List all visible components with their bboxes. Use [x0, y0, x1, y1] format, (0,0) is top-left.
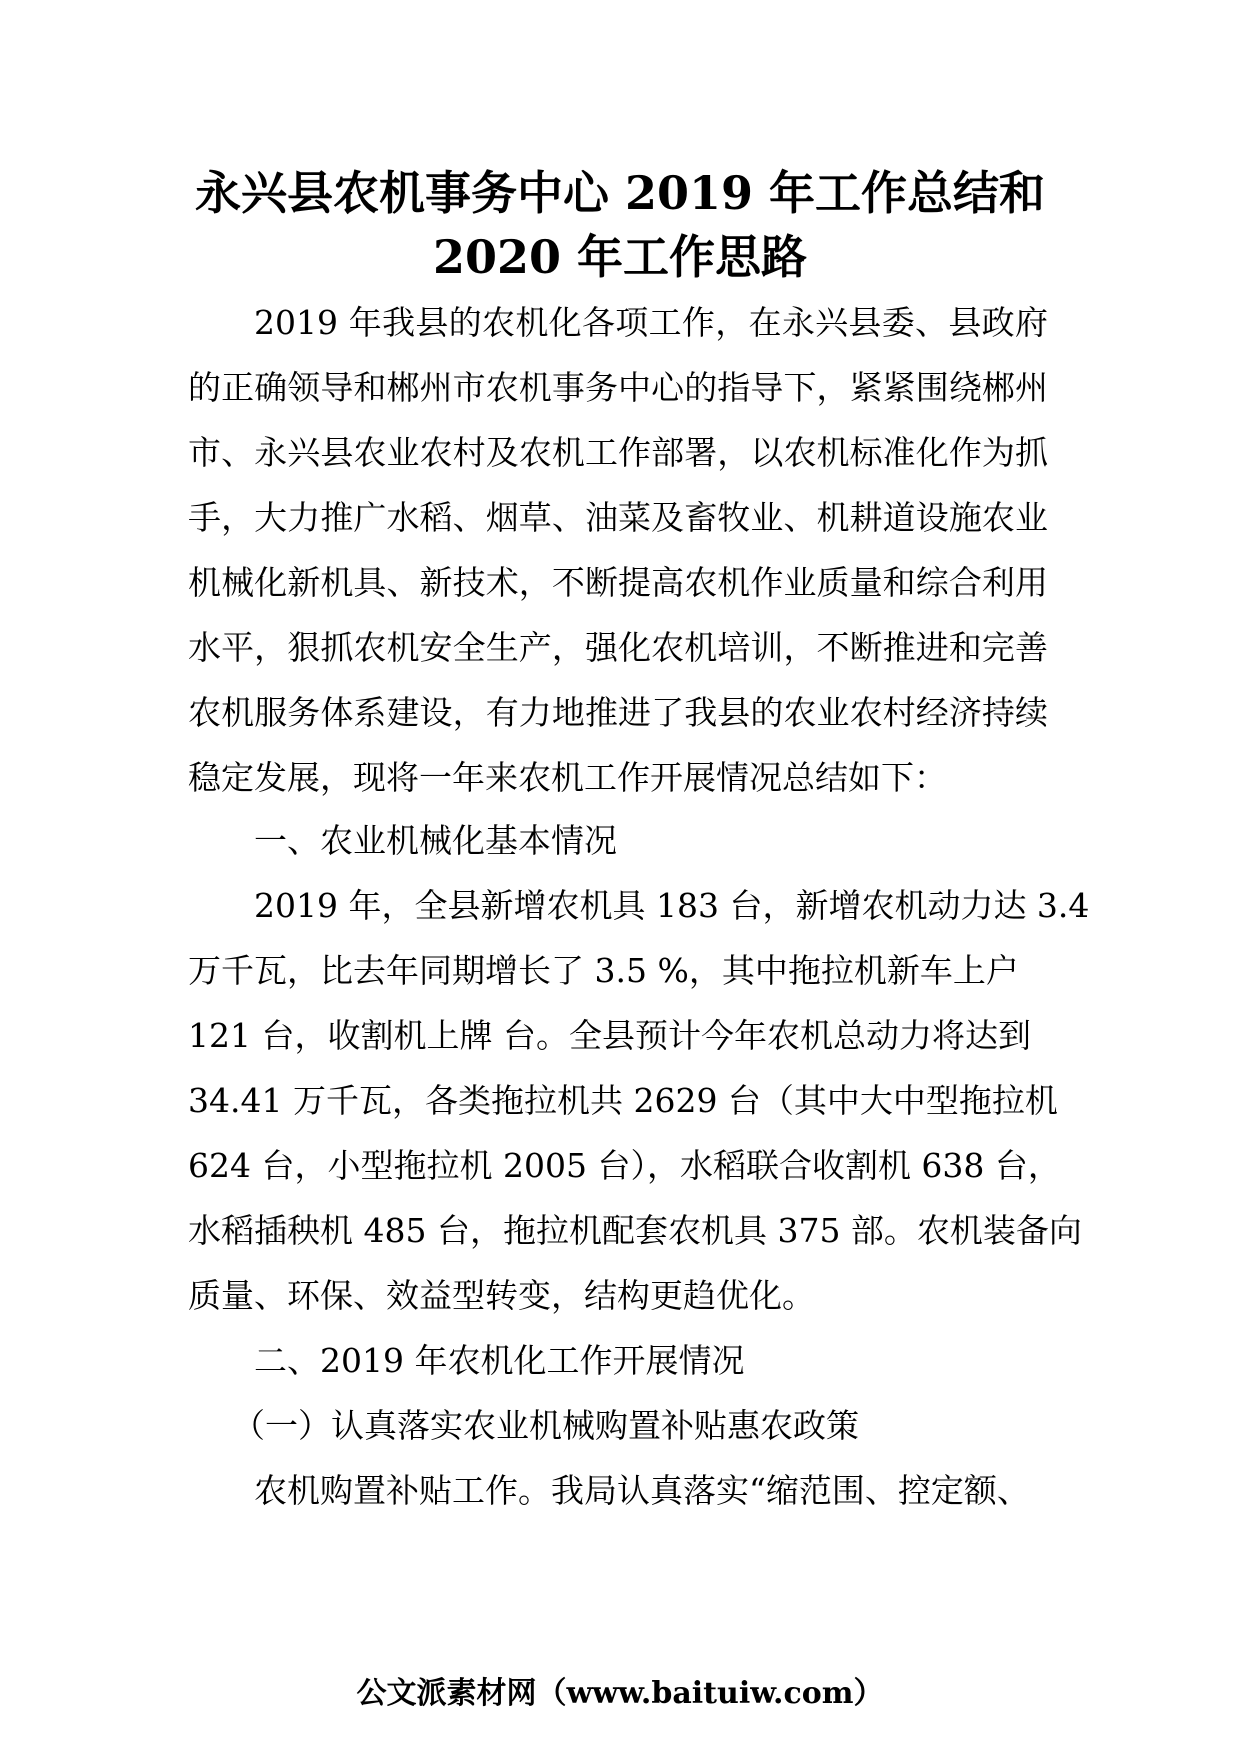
- subsection-heading-1: （一）认真落实农业机械购置补贴惠农政策: [232, 1406, 859, 1445]
- document-title-line-2: 2020 年工作思路: [432, 230, 808, 284]
- document-title-line-1: 永兴县农机事务中心 2019 年工作总结和: [194, 166, 1046, 220]
- paragraph-2-line-6: 水稻插秧机 485 台，拖拉机配套农机具 375 部。农机装备向: [188, 1211, 1082, 1250]
- paragraph-2-line-7: 质量、环保、效益型转变，结构更趋优化。: [188, 1276, 815, 1315]
- paragraph-2-line-1: 2019 年，全县新增农机具 183 台，新增农机动力达 3.4: [254, 886, 1090, 925]
- paragraph-2-line-4: 34.41 万千瓦，各类拖拉机共 2629 台（其中大中型拖拉机: [188, 1081, 1058, 1120]
- paragraph-3-line-1: 农机购置补贴工作。我局认真落实“缩范围、控定额、: [254, 1471, 1030, 1510]
- section-heading-2: 二、2019 年农机化工作开展情况: [254, 1341, 745, 1380]
- section-heading-1: 一、农业机械化基本情况: [254, 821, 617, 860]
- paragraph-2-line-3: 121 台，收割机上牌 台。全县预计今年农机总动力将达到: [188, 1016, 1031, 1055]
- footer-watermark: 公文派素材网（www.baituiw.com）: [356, 1676, 884, 1711]
- paragraph-2-line-5: 624 台，小型拖拉机 2005 台），水稻联合收割机 638 台，: [188, 1146, 1061, 1185]
- intro-paragraph: 2019 年我县的农机化各项工作，在永兴县委、县政府的正确领导和郴州市农机事务中心的指导下，紧紧围绕郴州市、永兴县农业农村及农机工作部署，以农机标准化作为抓手，大力推广水稻、烟草、油菜及畜牧业、机耕道设施农业机械化新机具、新技术，不断提高农机作业质量和综合利用水平，狠抓农机安全生产，强化农机培训，不断推进和完善农机服务体系建设，有力地推进了我县的农业农村经济持续稳定发展，现将一年来农机工作开展情况总结如下：: [188, 303, 1048, 797]
- paragraph-2-line-2: 万千瓦，比去年同期增长了 3.5 %，其中拖拉机新车上户: [188, 951, 1019, 990]
